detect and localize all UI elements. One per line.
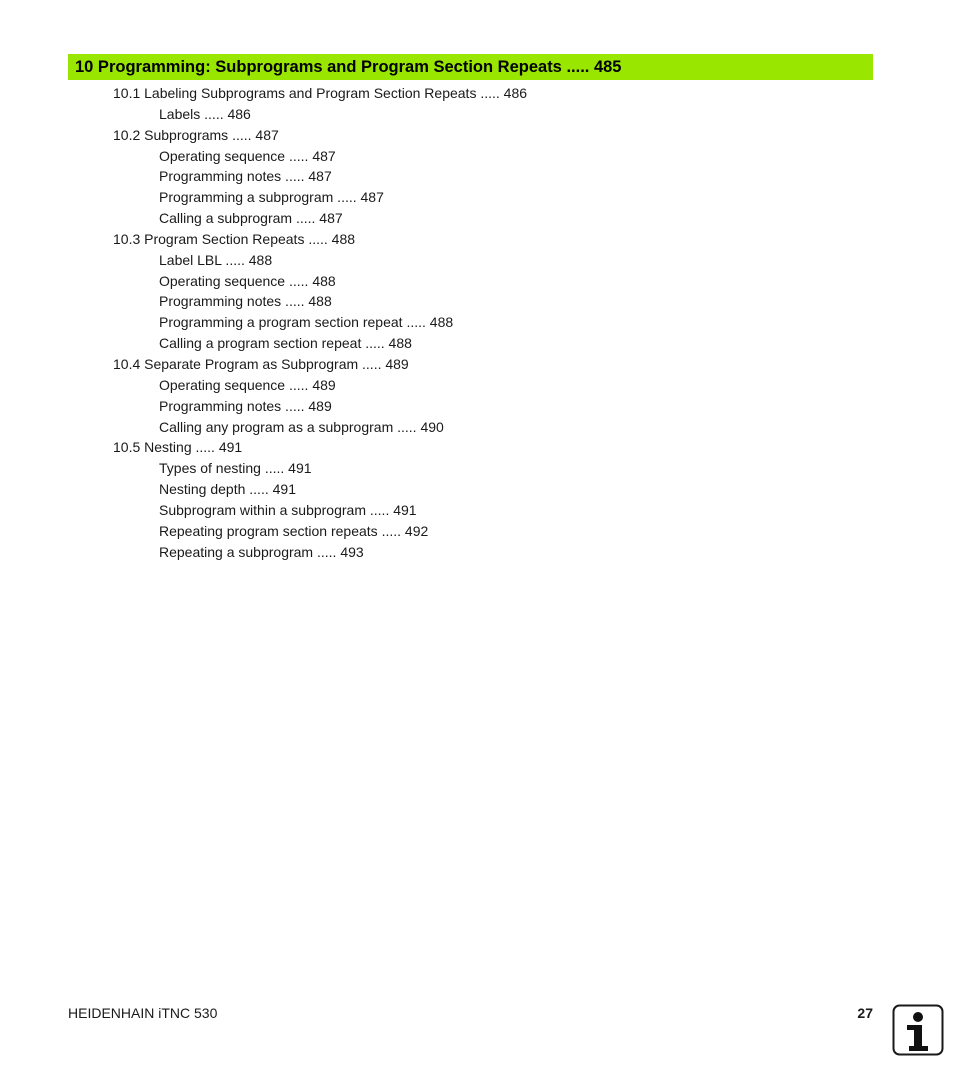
toc-entry[interactable]: Labels ..... 486 xyxy=(159,105,251,122)
chapter-heading-bar xyxy=(68,54,873,80)
info-icon xyxy=(892,1004,944,1056)
toc-entry[interactable]: Types of nesting ..... 491 xyxy=(159,460,312,477)
toc-entry[interactable]: Programming a subprogram ..... 487 xyxy=(159,189,384,206)
toc-entry[interactable]: Operating sequence ..... 489 xyxy=(159,376,336,393)
toc-entry[interactable]: Repeating program section repeats ..... 492 xyxy=(159,522,429,539)
toc-entry[interactable]: Calling a subprogram ..... 487 xyxy=(159,210,343,227)
toc-entry[interactable]: Programming a program section repeat ..... 488 xyxy=(159,314,454,331)
toc-entry[interactable]: Calling any program as a subprogram ..... 490 xyxy=(159,418,444,435)
footer-title: HEIDENHAIN iTNC 530 xyxy=(68,1005,218,1021)
toc-entry[interactable]: 10.4 Separate Program as Subprogram ..... 489 xyxy=(113,355,409,372)
toc-entry[interactable]: 10.2 Subprograms ..... 487 xyxy=(113,126,279,143)
chapter-title: 10 Programming: Subprograms and Program Section Repeats ..... 485 xyxy=(75,57,622,76)
toc-entry[interactable]: Operating sequence ..... 487 xyxy=(159,147,336,164)
toc-list xyxy=(0,83,954,562)
toc-entry[interactable]: Repeating a subprogram ..... 493 xyxy=(159,543,364,560)
toc-entry[interactable]: 10.1 Labeling Subprograms and Program Section Repeats ..... 486 xyxy=(113,85,528,101)
toc-entry[interactable]: Nesting depth ..... 491 xyxy=(159,481,296,498)
page-number: 27 xyxy=(857,1005,873,1021)
toc-entry[interactable]: 10.5 Nesting ..... 491 xyxy=(113,439,243,456)
toc-entry[interactable]: Programming notes ..... 487 xyxy=(159,168,332,185)
toc-entry[interactable]: Programming notes ..... 488 xyxy=(159,293,332,310)
toc-entry[interactable]: 10.3 Program Section Repeats ..... 488 xyxy=(113,230,356,247)
toc-entry[interactable]: Programming notes ..... 489 xyxy=(159,397,332,414)
toc-entry[interactable]: Subprogram within a subprogram ..... 491 xyxy=(159,501,417,518)
toc-entry[interactable]: Label LBL ..... 488 xyxy=(159,251,273,268)
toc-entry[interactable]: Operating sequence ..... 488 xyxy=(159,272,336,289)
toc-entry[interactable]: Calling a program section repeat ..... 488 xyxy=(159,335,412,352)
